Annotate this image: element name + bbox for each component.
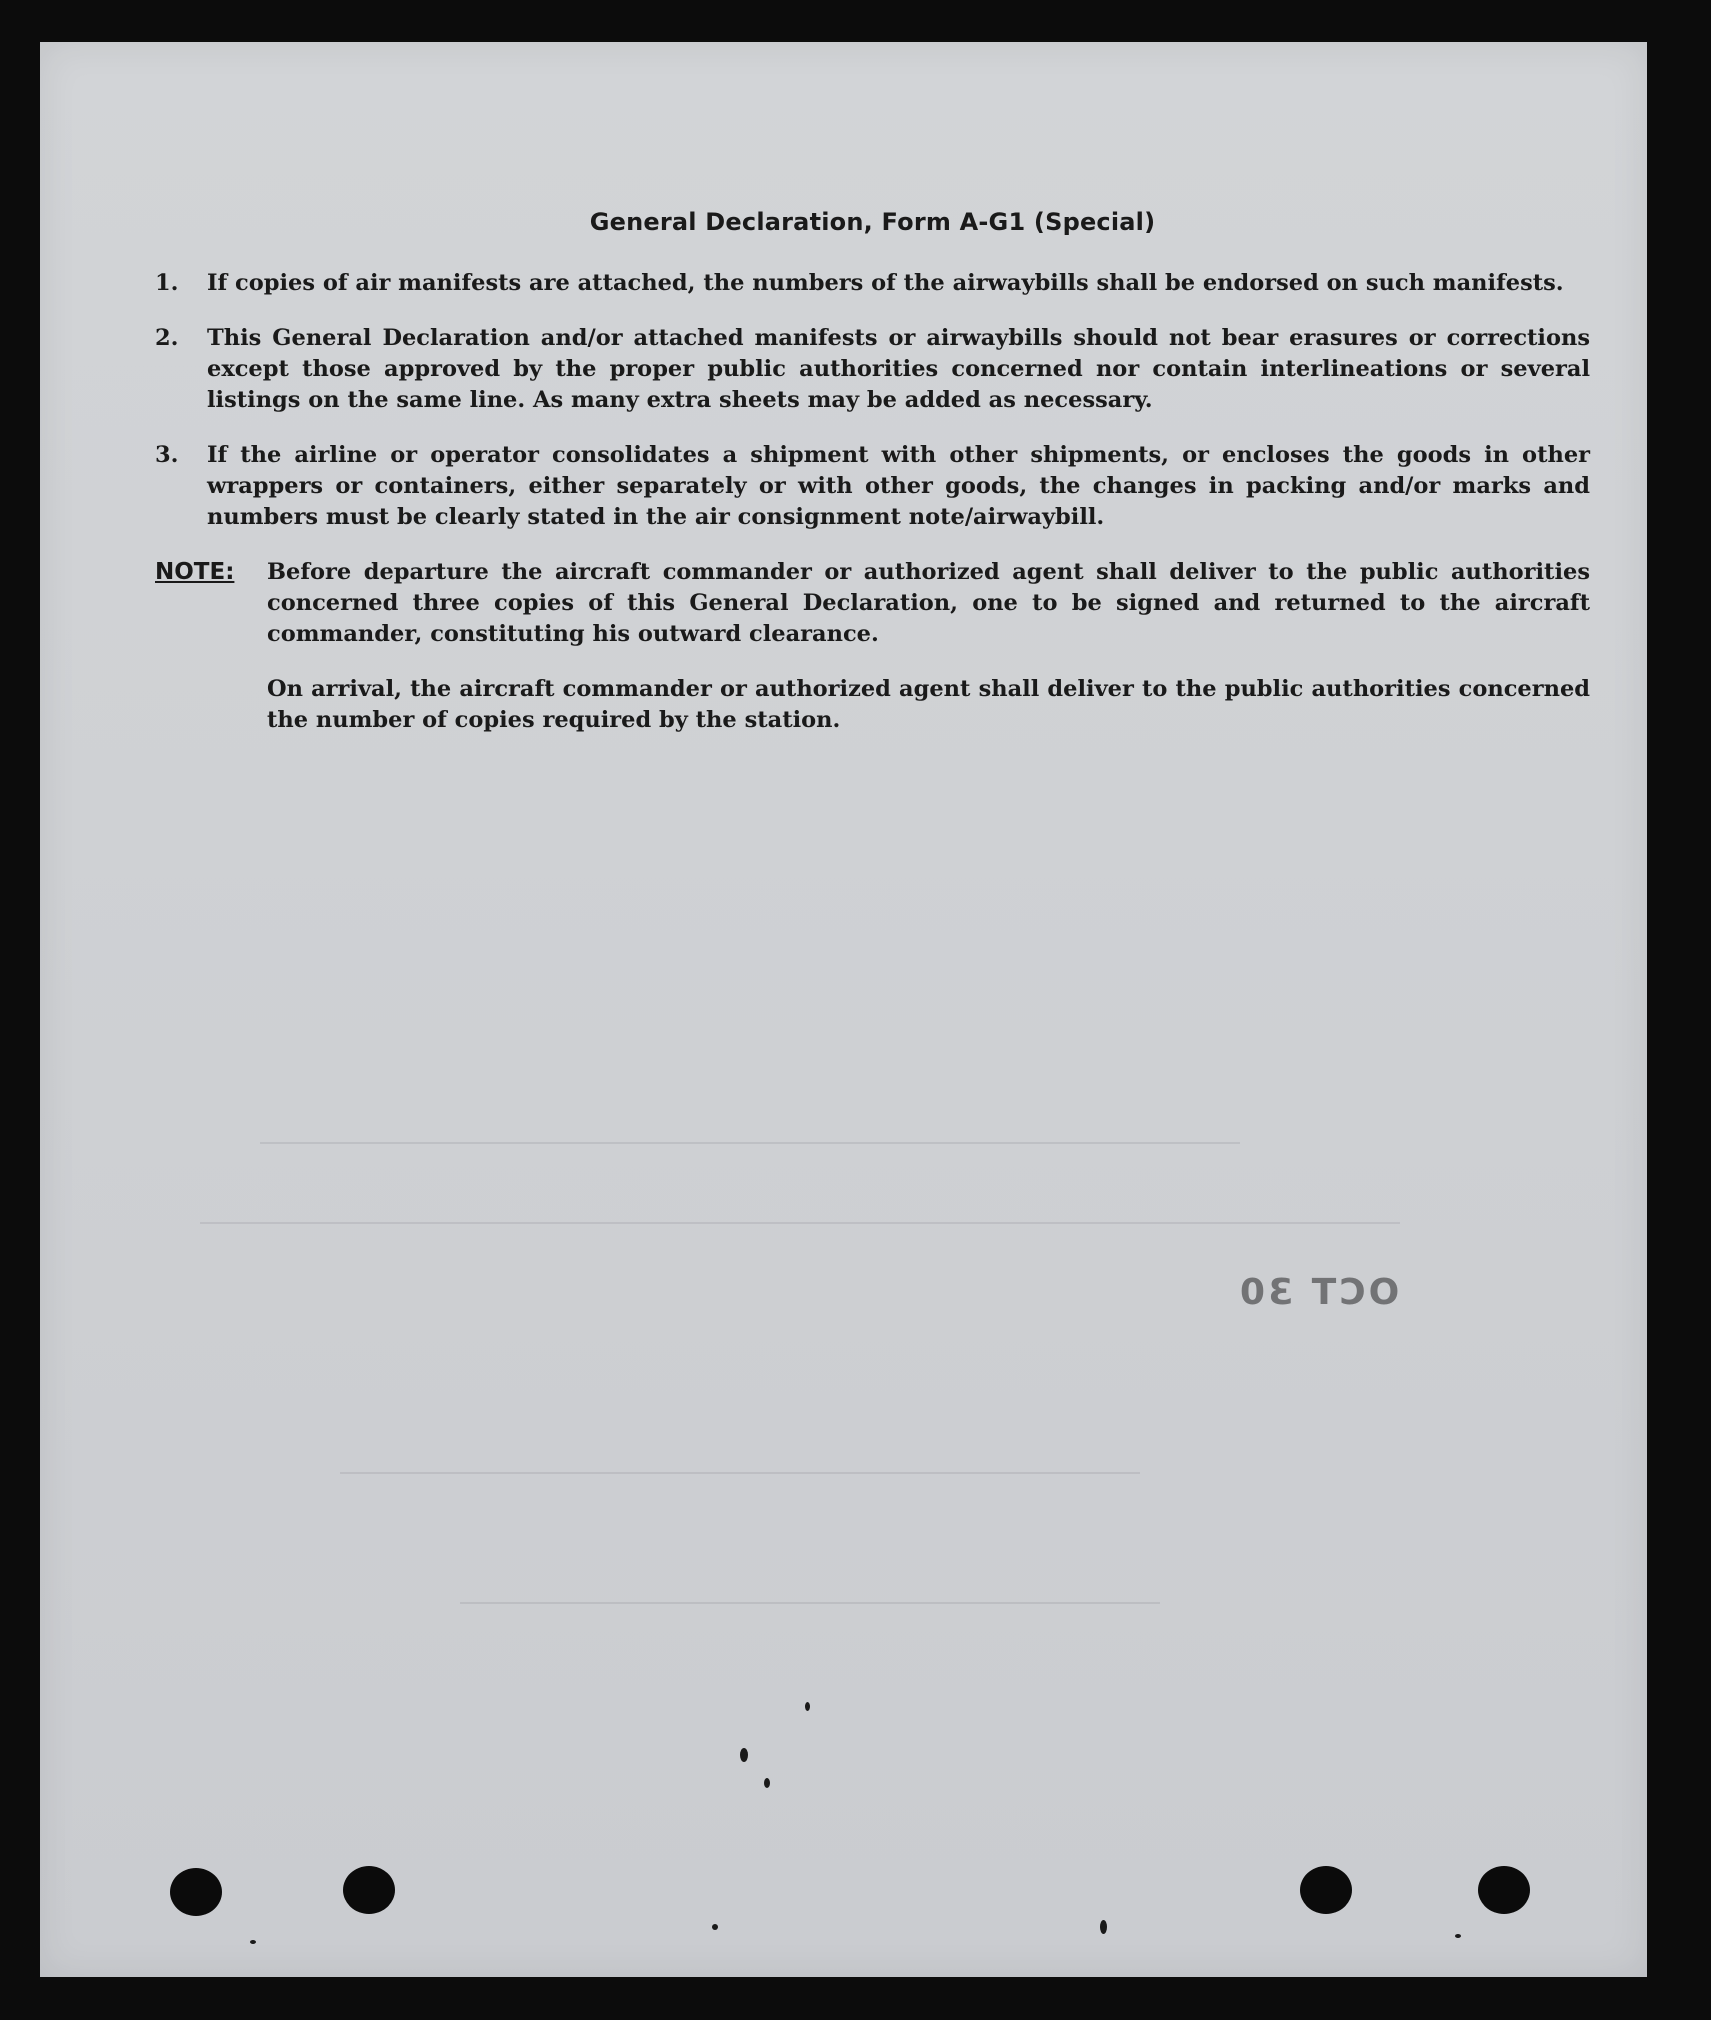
item-number: 1. bbox=[155, 270, 179, 296]
item-text: If copies of air manifests are attached, the numbers of the airwaybills shall be endorsed on such manifests. bbox=[207, 270, 1564, 296]
item-text: This General Declaration and/or attached manifests or airwaybills should not bear erasures or corrections except those approved by the proper public authorities concerned nor contain interlineations or several listings on the same line. As many extra sheets may be added as necessary. bbox=[207, 325, 1590, 413]
ink-speck bbox=[764, 1778, 770, 1788]
punch-hole bbox=[1478, 1866, 1530, 1914]
stamp-mark: OCT 30 bbox=[1237, 1272, 1400, 1313]
ink-speck bbox=[1455, 1934, 1461, 1938]
instruction-item bbox=[155, 440, 1590, 533]
ink-speck bbox=[712, 1924, 718, 1930]
ink-speck bbox=[805, 1702, 810, 1711]
note-paragraph: On arrival, the aircraft commander or authorized agent shall deliver to the public authorities concerned the number of copies required by the station. bbox=[267, 676, 1590, 733]
note-paragraph: Before departure the aircraft commander or authorized agent shall deliver to the public authorities concerned three copies of this General Declaration, one to be signed and returned to the aircraft commander, constituting his outward clearance. bbox=[267, 559, 1590, 647]
punch-hole bbox=[1300, 1866, 1352, 1914]
bleed-through-line bbox=[460, 1602, 1160, 1604]
page-title: General Declaration, Form A-G1 (Special) bbox=[589, 208, 1156, 236]
punch-hole bbox=[170, 1868, 222, 1916]
note-section bbox=[155, 557, 1590, 760]
bleed-through-line bbox=[340, 1472, 1140, 1474]
item-text: If the airline or operator consolidates a shipment with other shipments, or encloses the goods in other wrappers or containers, either separately or with other goods, the changes in packing and/or marks and numbers must be clearly stated in the air consignment note/airwaybill. bbox=[207, 442, 1590, 530]
punch-hole bbox=[343, 1866, 395, 1914]
declaration-instructions bbox=[155, 200, 1590, 760]
item-number: 2. bbox=[155, 325, 179, 351]
note-body bbox=[267, 557, 1590, 760]
ink-speck bbox=[740, 1748, 748, 1762]
note-label: NOTE: bbox=[155, 559, 235, 585]
instruction-item bbox=[155, 323, 1590, 416]
bleed-through-line bbox=[260, 1142, 1240, 1144]
ink-speck bbox=[250, 1940, 256, 1944]
bleed-through-line bbox=[200, 1222, 1400, 1224]
ink-speck bbox=[1100, 1920, 1107, 1934]
item-number: 3. bbox=[155, 442, 179, 468]
instruction-item bbox=[155, 268, 1590, 299]
